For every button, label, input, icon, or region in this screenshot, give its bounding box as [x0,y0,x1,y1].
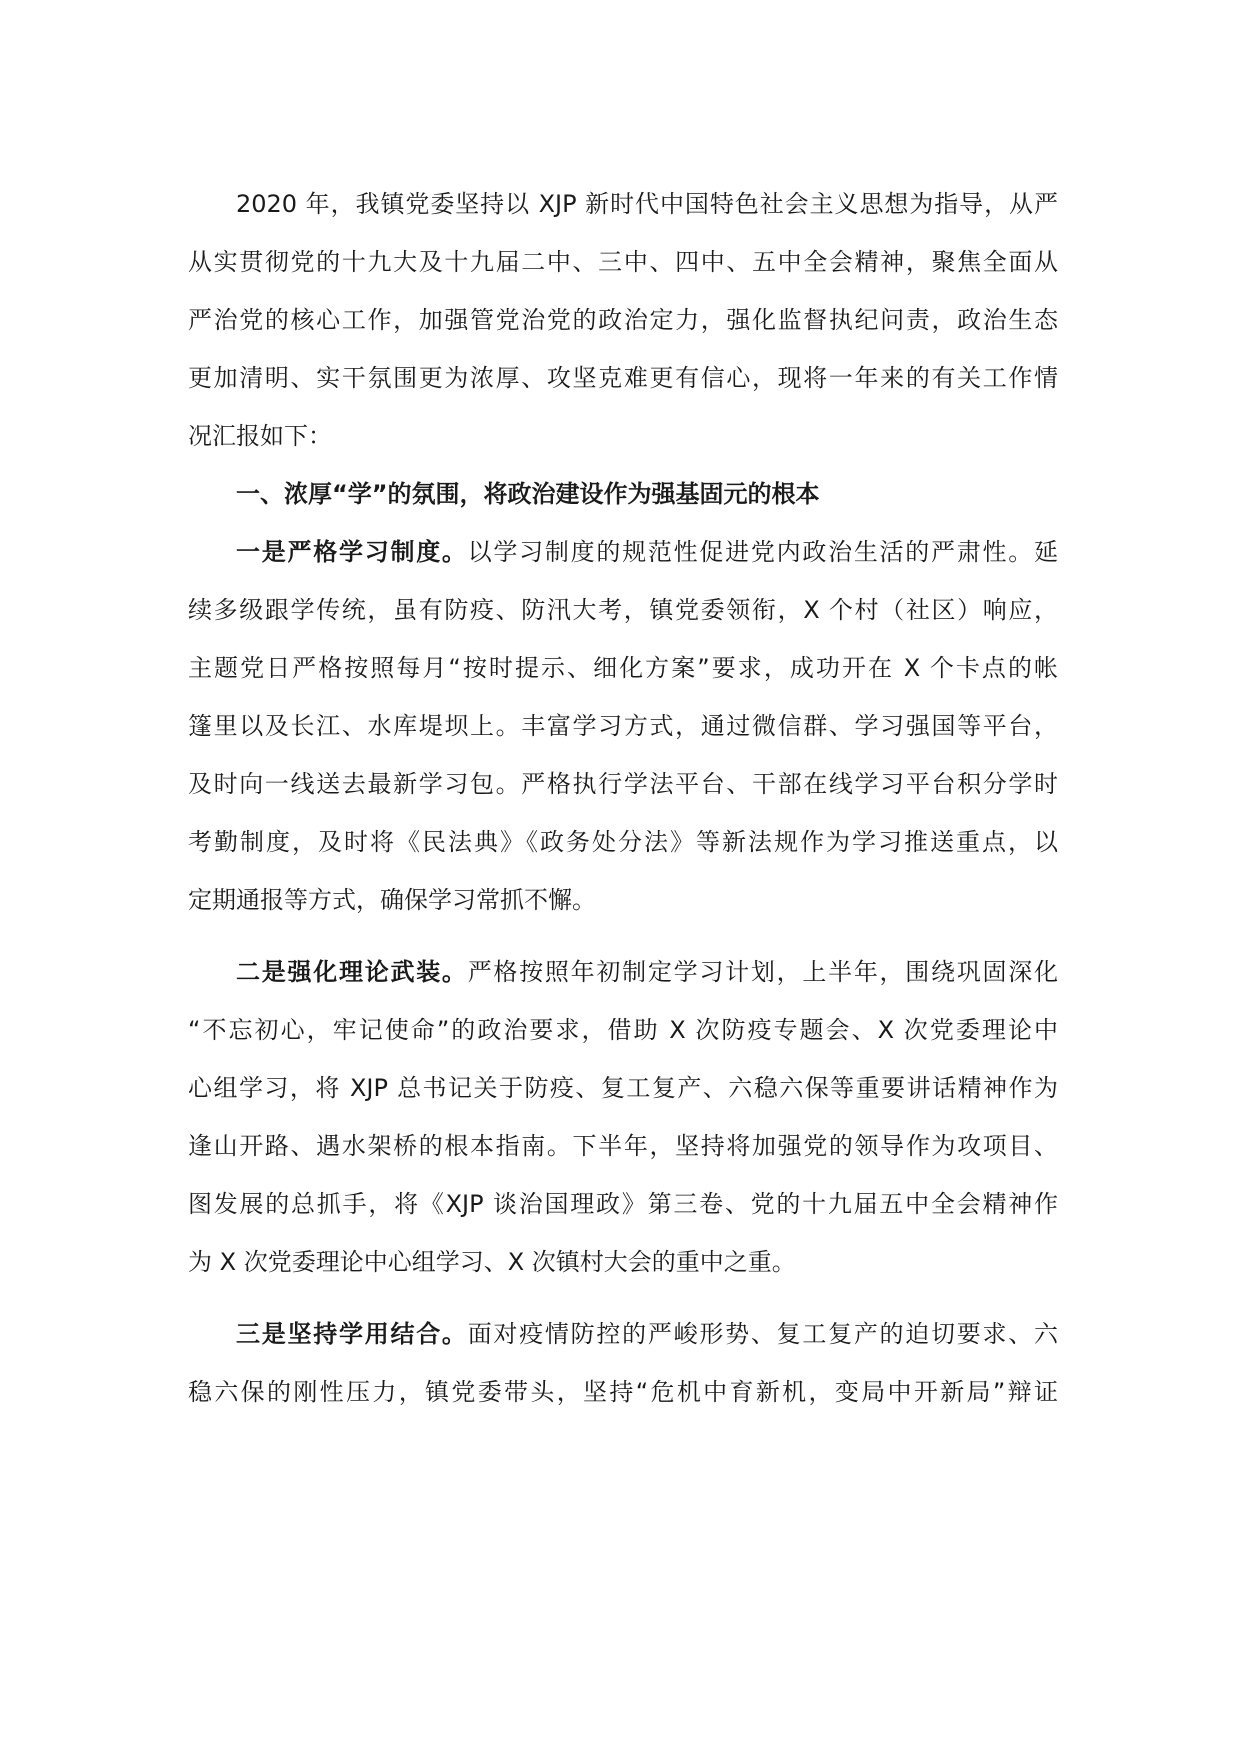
paragraph-1-line-5: 况汇报如下： [188,422,332,450]
section-1-heading: 一、浓厚“学”的氛围，将政治建设作为强基固元的根本 [236,480,820,508]
paragraph-3-line-6: 为 X 次党委理论中心组学习、X 次镇村大会的重中之重。 [188,1248,796,1276]
paragraph-2-line-3: 主题党日严格按照每月“按时提示、细化方案”要求，成功开在 X 个卡点的帐 [188,654,1058,682]
paragraph-2-line-1 [236,535,1058,569]
paragraph-4-line-1 [236,1317,1058,1351]
paragraph-2-line-5: 及时向一线送去最新学习包。严格执行学法平台、干部在线学习平台积分学时 [188,770,1058,798]
paragraph-3-line-4: 逢山开路、遇水架桥的根本指南。下半年，坚持将加强党的领导作为攻项目、 [188,1132,1058,1160]
paragraph-2-line-6: 考勤制度，及时将《民法典》《政务处分法》等新法规作为学习推送重点，以 [188,828,1058,856]
paragraph-3-line-2: “不忘初心，牢记使命”的政治要求，借助 X 次防疫专题会、X 次党委理论中 [188,1016,1058,1044]
paragraph-1-line-3: 严治党的核心工作，加强管党治党的政治定力，强化监督执纪问责，政治生态 [188,306,1058,334]
paragraph-3-line-1-text: 严格按照年初制定学习计划，上半年，围绕巩固深化 [467,958,1059,986]
paragraph-4-line-1-text: 面对疫情防控的严峻形势、复工复产的迫切要求、六 [467,1320,1059,1348]
paragraph-1-line-1: 2020 年，我镇党委坚持以 XJP 新时代中国特色社会主义思想为指导，从严 [236,190,1058,218]
paragraph-4-line-2: 稳六保的刚性压力，镇党委带头，坚持“危机中育新机，变局中开新局”辩证 [188,1378,1058,1406]
paragraph-2-line-2: 续多级跟学传统，虽有防疫、防汛大考，镇党委领衔，X 个村（社区）响应， [188,596,1058,624]
paragraph-2-line-1-text: 以学习制度的规范性促进党内政治生活的严肃性。延 [467,538,1059,566]
paragraph-1-line-2: 从实贯彻党的十九大及十九届二中、三中、四中、五中全会精神，聚焦全面从 [188,248,1058,276]
paragraph-2-line-7: 定期通报等方式，确保学习常抓不懈。 [188,886,596,914]
paragraph-3-line-5: 图发展的总抓手，将《XJP 谈治国理政》第三卷、党的十九届五中全会精神作 [188,1190,1058,1218]
paragraph-2-lead: 一是严格学习制度。 [236,538,468,566]
paragraph-1-line-4: 更加清明、实干氛围更为浓厚、攻坚克难更有信心，现将一年来的有关工作情 [188,364,1058,392]
paragraph-2-line-4: 篷里以及长江、水库堤坝上。丰富学习方式，通过微信群、学习强国等平台， [188,712,1058,740]
paragraph-3-lead: 二是强化理论武装。 [236,958,468,986]
paragraph-3-line-1 [236,955,1058,989]
paragraph-3-line-3: 心组学习，将 XJP 总书记关于防疫、复工复产、六稳六保等重要讲话精神作为 [188,1074,1058,1102]
paragraph-4-lead: 三是坚持学用结合。 [236,1320,468,1348]
